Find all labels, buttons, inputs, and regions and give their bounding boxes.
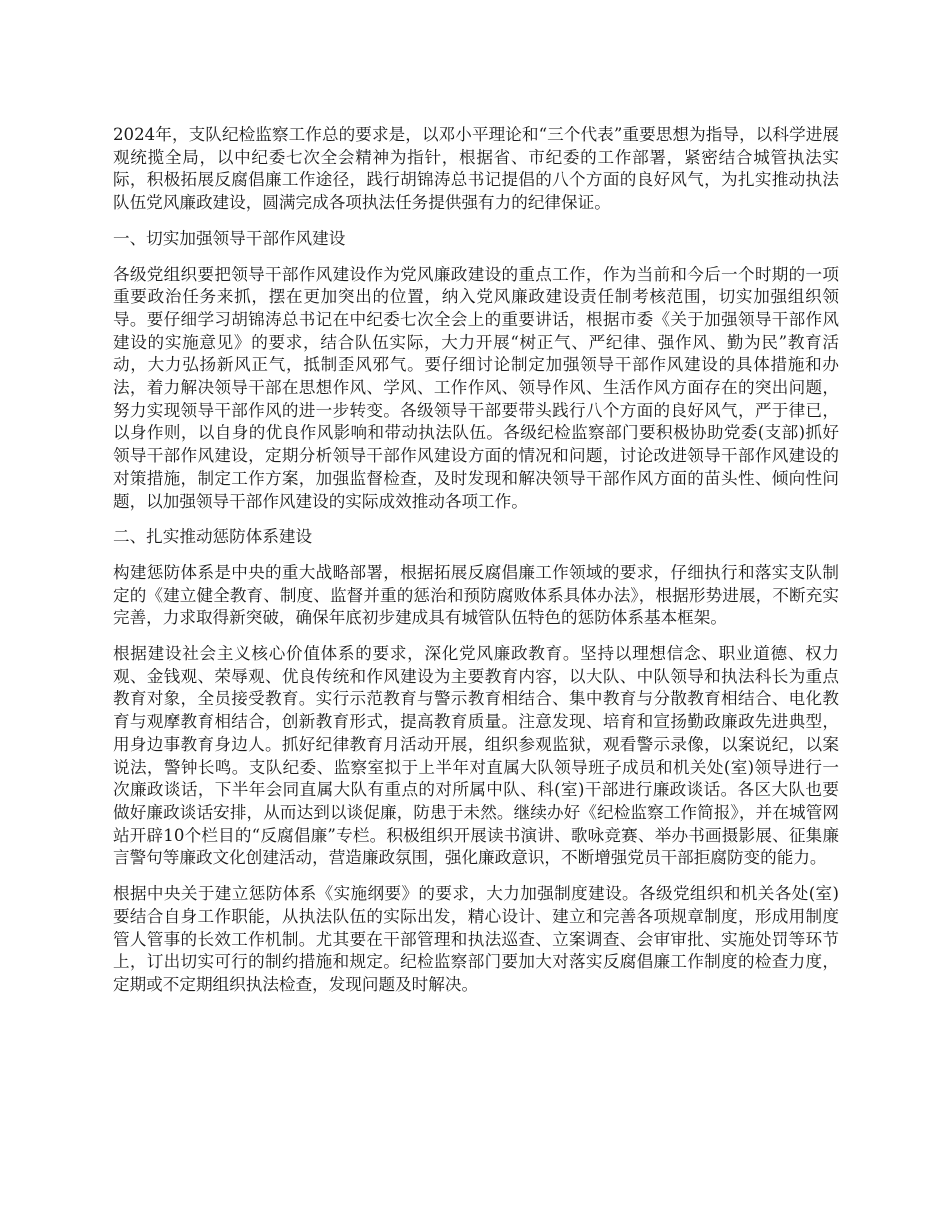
section-heading-1: 一、切实加强领导干部作风建设 (113, 228, 346, 248)
section-heading-2: 二、扎实推动惩防体系建设 (113, 527, 313, 547)
section-2-paragraph-1: 构建惩防体系是中央的重大战略部署，根据拓展反腐倡廉工作领域的要求，仔细执行和落实支队制定的《建立健全教育、制度、监督并重的惩治和预防腐败体系具体办法》，根据形势进展，不断充实完善，力求取得新突破，确保年底初步建成具有城管队伍特色的惩防体系基本框架。 (113, 562, 839, 628)
document-body (113, 124, 839, 1010)
intro-paragraph: 2024年，支队纪检监察工作总的要求是，以邓小平理论和“三个代表”重要思想为指导，以科学进展观统揽全局，以中纪委七次全会精神为指针，根据省、市纪委的工作部署，紧密结合城管执法实际，积极拓展反腐倡廉工作途径，践行胡锦涛总书记提倡的八个方面的良好风气，为扎实推动执法队伍党风廉政建设，圆满完成各项执法任务提供强有力的纪律保证。 (113, 125, 839, 213)
section-1-paragraph: 各级党组织要把领导干部作风建设作为党风廉政建设的重点工作，作为当前和今后一个时期的一项重要政治任务来抓，摆在更加突出的位置，纳入党风廉政建设责任制考核范围，切实加强组织领导。要仔细学习胡锦涛总书记在中纪委七次全会上的重要讲话，根据市委《关于加强领导干部作风建设的实施意见》的要求，结合队伍实际，大力开展“树正气、严纪律、强作风、勤为民”教育活动，大力弘扬新风正气，抵制歪风邪气。要仔细讨论制定加强领导干部作风建设的具体措施和办法，着力解决领导干部在思想作风、学风、工作作风、领导作风、生活作风方面存在的突出问题，努力实现领导干部作风的进一步转变。各级领导干部要带头践行八个方面的良好风气，严于律已，以身作则，以自身的优良作风影响和带动执法队伍。各级纪检监察部门要积极协助党委(支部)抓好领导干部作风建设，定期分析领导干部作风建设方面的情况和问题，讨论改进领导干部作风建设的对策措施，制定工作方案，加强监督检查，及时发现和解决领导干部作风方面的苗头性、倾向性问题，以加强领导干部作风建设的实际成效推动各项工作。 (113, 264, 839, 511)
section-2-paragraph-3: 根据中央关于建立惩防体系《实施纲要》的要求，大力加强制度建设。各级党组织和机关各处(室)要结合自身工作职能，从执法队伍的实际出发，精心设计、建立和完善各项规章制度，形成用制度管人管事的长效工作机制。尤其要在干部管理和执法巡查、立案调查、会审审批、实施处罚等环节上，订出切实可行的制约措施和规定。纪检监察部门要加大对落实反腐倡廉工作制度的检查力度，定期或不定期组织执法检查，发现问题及时解决。 (113, 884, 839, 994)
section-2-paragraph-2: 根据建设社会主义核心价值体系的要求，深化党风廉政教育。坚持以理想信念、职业道德、权力观、金钱观、荣辱观、优良传统和作风建设为主要教育内容，以大队、中队领导和执法科长为重点教育对象，全员接受教育。实行示范教育与警示教育相结合、集中教育与分散教育相结合、电化教育与观摩教育相结合，创新教育形式，提高教育质量。注意发现、培育和宣扬勤政廉政先进典型，用身边事教育身边人。抓好纪律教育月活动开展，组织参观监狱，观看警示录像，以案说纪，以案说法，警钟长鸣。支队纪委、监察室拟于上半年对直属大队领导班子成员和机关处(室)领导进行一次廉政谈话，下半年会同直属大队有重点的对所属中队、科(室)干部进行廉政谈话。各区大队也要做好廉政谈话安排，从而达到以谈促廉，防患于未然。继续办好《纪检监察工作简报》，并在城管网站开辟10个栏目的“反腐倡廉”专栏。积极组织开展读书演讲、歌咏竞赛、举办书画摄影展、征集廉言警句等廉政文化创建活动，营造廉政氛围，强化廉政意识，不断增强党员干部拒腐防变的能力。 (113, 644, 839, 868)
